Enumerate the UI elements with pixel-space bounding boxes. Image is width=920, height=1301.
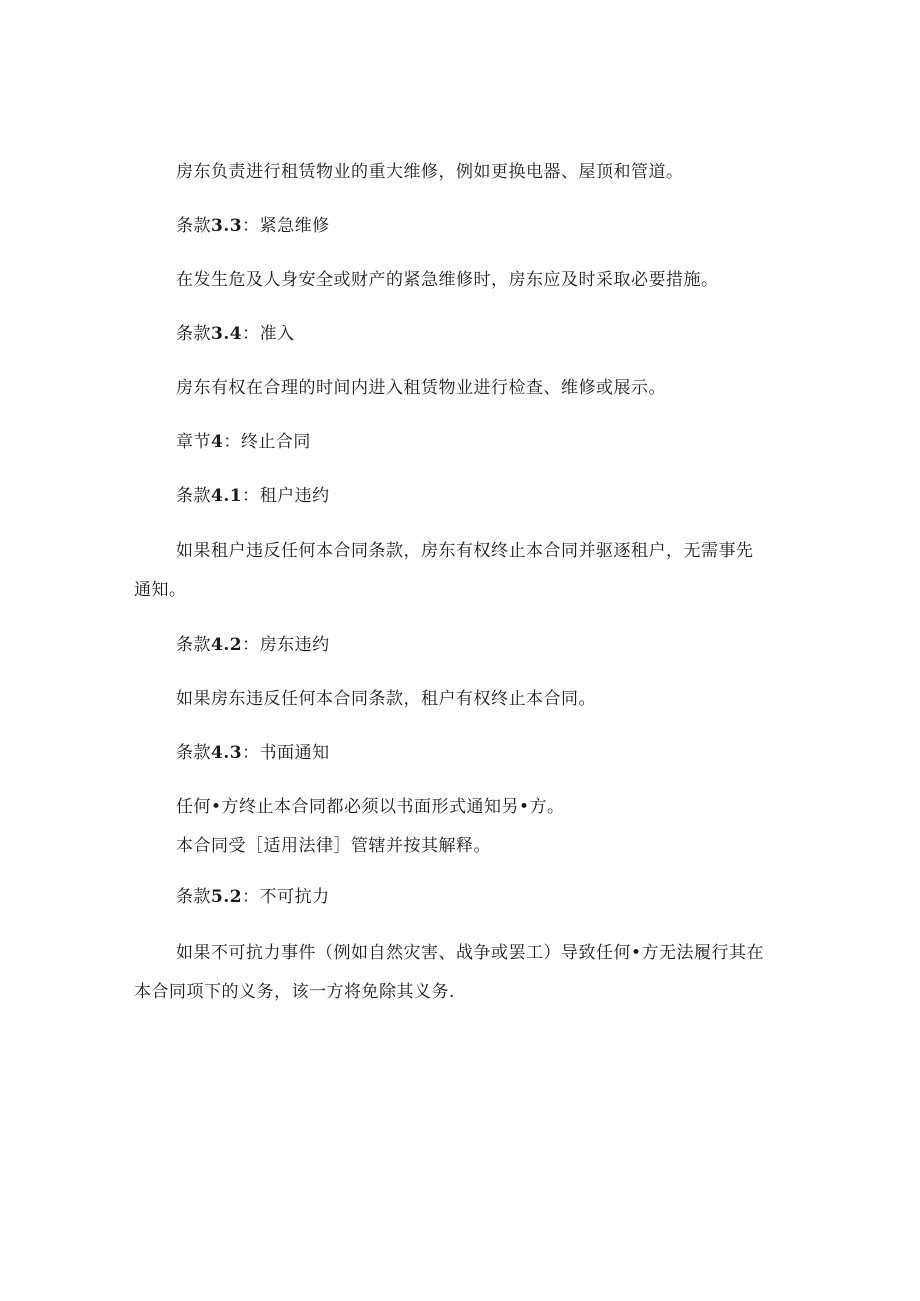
paragraph-written-notice: 任何•方终止本合同都必须以书面形式通知另•方。	[176, 797, 565, 817]
clause-prefix: 条款	[176, 324, 211, 344]
clause-number: 3.4	[211, 324, 243, 344]
clause-number: 3.3	[211, 216, 243, 236]
clause-separator: ：	[242, 887, 260, 907]
paragraph-governing-law: 本合同受［适用法律］管辖并按其解释。	[176, 836, 491, 856]
clause-number: 4.1	[211, 486, 243, 506]
clause-heading-4-3	[176, 743, 330, 763]
paragraph-emergency-repairs: 在发生危及人身安全或财产的紧急维修时，房东应及时采取必要措施。	[176, 270, 719, 290]
clause-heading-3-3	[176, 216, 330, 236]
clause-prefix: 条款	[176, 216, 211, 236]
chapter-heading-4	[176, 432, 311, 452]
clause-separator: ：	[242, 486, 260, 506]
chapter-number: 4	[211, 432, 224, 452]
paragraph-access: 房东有权在合理的时间内进入租赁物业进行检查、维修或展示。	[176, 378, 666, 398]
clause-number: 4.3	[211, 743, 243, 763]
paragraph-landlord-repairs: 房东负责进行租赁物业的重大维修，例如更换电器、屋顶和管道。	[176, 162, 684, 182]
clause-separator: ：	[242, 635, 260, 655]
clause-number: 5.2	[211, 887, 243, 907]
paragraph-tenant-breach-line2: 通知。	[134, 580, 187, 600]
clause-heading-4-2	[176, 635, 330, 655]
clause-title: 租户违约	[259, 486, 330, 506]
clause-title: 房东违约	[259, 635, 330, 655]
clause-prefix: 条款	[176, 486, 211, 506]
chapter-separator: ：	[223, 432, 241, 452]
paragraph-landlord-breach: 如果房东违反任何本合同条款，租户有权终止本合同。	[176, 689, 596, 709]
clause-heading-3-4	[176, 324, 295, 344]
clause-title: 紧急维修	[259, 216, 330, 236]
clause-separator: ：	[242, 216, 260, 236]
clause-prefix: 条款	[176, 887, 211, 907]
clause-number: 4.2	[211, 635, 243, 655]
clause-prefix: 条款	[176, 743, 211, 763]
clause-heading-4-1	[176, 486, 330, 506]
clause-separator: ：	[242, 743, 260, 763]
paragraph-force-majeure-line1: 如果不可抗力事件（例如自然灾害、战争或罢工）导致任何•方无法履行其在	[176, 943, 765, 963]
clause-heading-5-2	[176, 887, 330, 907]
clause-separator: ：	[242, 324, 260, 344]
clause-prefix: 条款	[176, 635, 211, 655]
chapter-prefix: 章节	[176, 432, 211, 452]
clause-title: 准入	[259, 324, 295, 344]
clause-title: 不可抗力	[259, 887, 330, 907]
paragraph-tenant-breach-line1: 如果租户违反任何本合同条款，房东有权终止本合同并驱逐租户，无需事先	[176, 541, 754, 561]
clause-title: 书面通知	[259, 743, 330, 763]
chapter-title: 终止合同	[240, 432, 311, 452]
paragraph-force-majeure-line2: 本合同项下的义务，该一方将免除其义务.	[134, 982, 455, 1002]
